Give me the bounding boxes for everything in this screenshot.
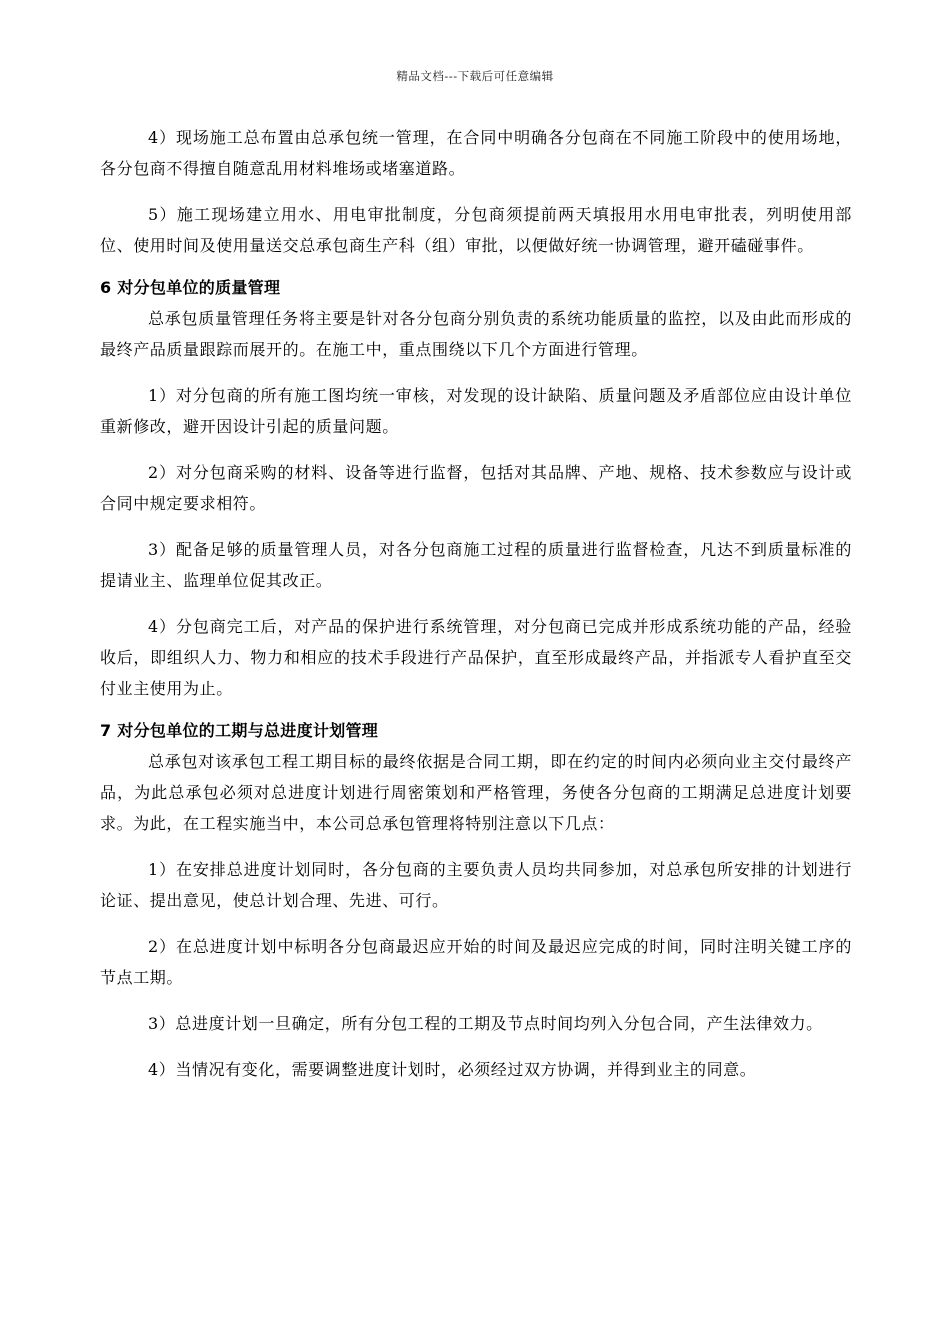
paragraph-schedule-intro: 总承包对该承包工程工期目标的最终依据是合同工期，即在约定的时间内必须向业主交付最终产品，为此总承包必须对总进度计划进行周密策划和严格管理，务使各分包商的工期满足总进度计划要求。为此，在工程实施当中，本公司总承包管理将特别注意以下几点： xyxy=(100,752,852,833)
paragraph-item-4-site-layout: 4）现场施工总布置由总承包统一管理，在合同中明确各分包商在不同施工阶段中的使用场地，各分包商不得擅自随意乱用材料堆场或堵塞道路。 xyxy=(100,128,852,178)
paragraph-quality-item-3: 3）配备足够的质量管理人员，对各分包商施工过程的质量进行监督检查，凡达不到质量标准的提请业主、监理单位促其改正。 xyxy=(100,540,852,590)
paragraph-schedule-item-3: 3）总进度计划一旦确定，所有分包工程的工期及节点时间均列入分包合同，产生法律效力。 xyxy=(148,1014,823,1033)
paragraph-quality-item-2: 2）对分包商采购的材料、设备等进行监督，包括对其品牌、产地、规格、技术参数应与设计或合同中规定要求相符。 xyxy=(100,463,852,513)
paragraph-quality-item-4: 4）分包商完工后，对产品的保护进行系统管理，对分包商已完成并形成系统功能的产品，经验收后，即组织人力、物力和相应的技术手段进行产品保护，直至形成最终产品，并指派专人看护直至交付业主使用为止。 xyxy=(100,617,852,698)
section-heading-schedule-management: 7 对分包单位的工期与总进度计划管理 xyxy=(100,721,379,740)
paragraph-schedule-item-2: 2）在总进度计划中标明各分包商最迟应开始的时间及最迟应完成的时间，同时注明关键工序的节点工期。 xyxy=(100,937,852,987)
section-heading-quality-management: 6 对分包单位的质量管理 xyxy=(100,278,281,297)
paragraph-schedule-item-1: 1）在安排总进度计划同时，各分包商的主要负责人员均共同参加，对总承包所安排的计划进行论证、提出意见，使总计划合理、先进、可行。 xyxy=(100,860,852,910)
paragraph-quality-item-1: 1）对分包商的所有施工图均统一审核，对发现的设计缺陷、质量问题及矛盾部位应由设计单位重新修改，避开因设计引起的质量问题。 xyxy=(100,386,852,436)
paragraph-schedule-item-4: 4）当情况有变化，需要调整进度计划时，必须经过双方协调，并得到业主的同意。 xyxy=(148,1060,757,1079)
paragraph-quality-intro: 总承包质量管理任务将主要是针对各分包商分别负责的系统功能质量的监控，以及由此而形成的最终产品质量跟踪而展开的。在施工中，重点围绕以下几个方面进行管理。 xyxy=(100,309,852,359)
document-body xyxy=(100,122,852,1100)
paragraph-item-5-water-power-approval: 5）施工现场建立用水、用电审批制度，分包商须提前两天填报用水用电审批表，列明使用部位、使用时间及使用量送交总承包商生产科（组）审批，以便做好统一协调管理，避开磕碰事件。 xyxy=(100,205,852,255)
page-header: 精品文档---下载后可任意编辑 xyxy=(396,69,554,83)
